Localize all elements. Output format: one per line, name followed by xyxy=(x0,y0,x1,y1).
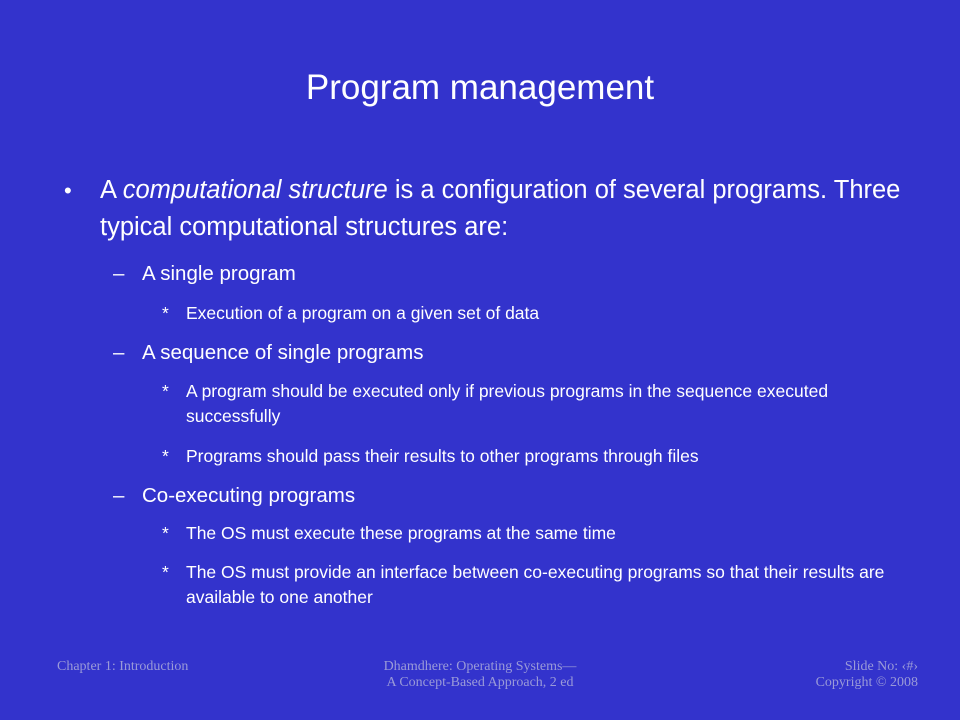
star-marker: * xyxy=(162,562,169,582)
structure-point xyxy=(162,301,922,326)
intro-bullet xyxy=(100,172,920,246)
intro-text-after: is a configuration of several programs. Three typical computational structures are: xyxy=(100,176,901,241)
footer-book-line1: Dhamdhere: Operating Systems— xyxy=(383,659,577,674)
dash-marker: – xyxy=(113,341,125,364)
footer-copyright: Copyright © 2008 xyxy=(815,675,918,690)
intro-emphasis: computational structure xyxy=(122,176,388,204)
star-marker: * xyxy=(162,381,169,401)
point-text: A program should be executed only if previous programs in the sequence executed successfully xyxy=(186,381,829,426)
footer-slide-info xyxy=(816,659,918,691)
slide-title: Program management xyxy=(305,68,655,107)
point-text: The OS must execute these programs at the same time xyxy=(186,523,616,543)
structure-label: Co-executing programs xyxy=(142,484,356,507)
dash-marker: – xyxy=(113,484,125,507)
structure-point xyxy=(162,444,922,469)
dash-marker: – xyxy=(113,262,125,285)
intro-text-before: A xyxy=(100,176,123,204)
point-text: Execution of a program on a given set of data xyxy=(186,303,540,323)
bullet-dot-icon: • xyxy=(64,178,72,203)
point-text: The OS must provide an interface between co-executing programs so that their results are available to one another xyxy=(186,562,885,607)
footer-slide-number: Slide No: ‹#› xyxy=(844,659,918,674)
star-marker: * xyxy=(162,303,169,323)
structure-point xyxy=(162,379,922,429)
structure-item xyxy=(113,340,913,366)
star-marker: * xyxy=(162,446,169,466)
structure-point xyxy=(162,521,922,546)
footer-book xyxy=(300,659,660,691)
footer-chapter: Chapter 1: Introduction xyxy=(57,659,189,674)
structure-label: A single program xyxy=(142,262,296,285)
point-text: Programs should pass their results to other programs through files xyxy=(186,446,699,466)
star-marker: * xyxy=(162,523,169,543)
structure-item xyxy=(113,483,913,509)
footer-book-line2: A Concept-Based Approach, 2 ed xyxy=(386,675,574,690)
structure-point xyxy=(162,560,922,610)
structure-item xyxy=(113,261,913,287)
structure-label: A sequence of single programs xyxy=(142,341,424,364)
